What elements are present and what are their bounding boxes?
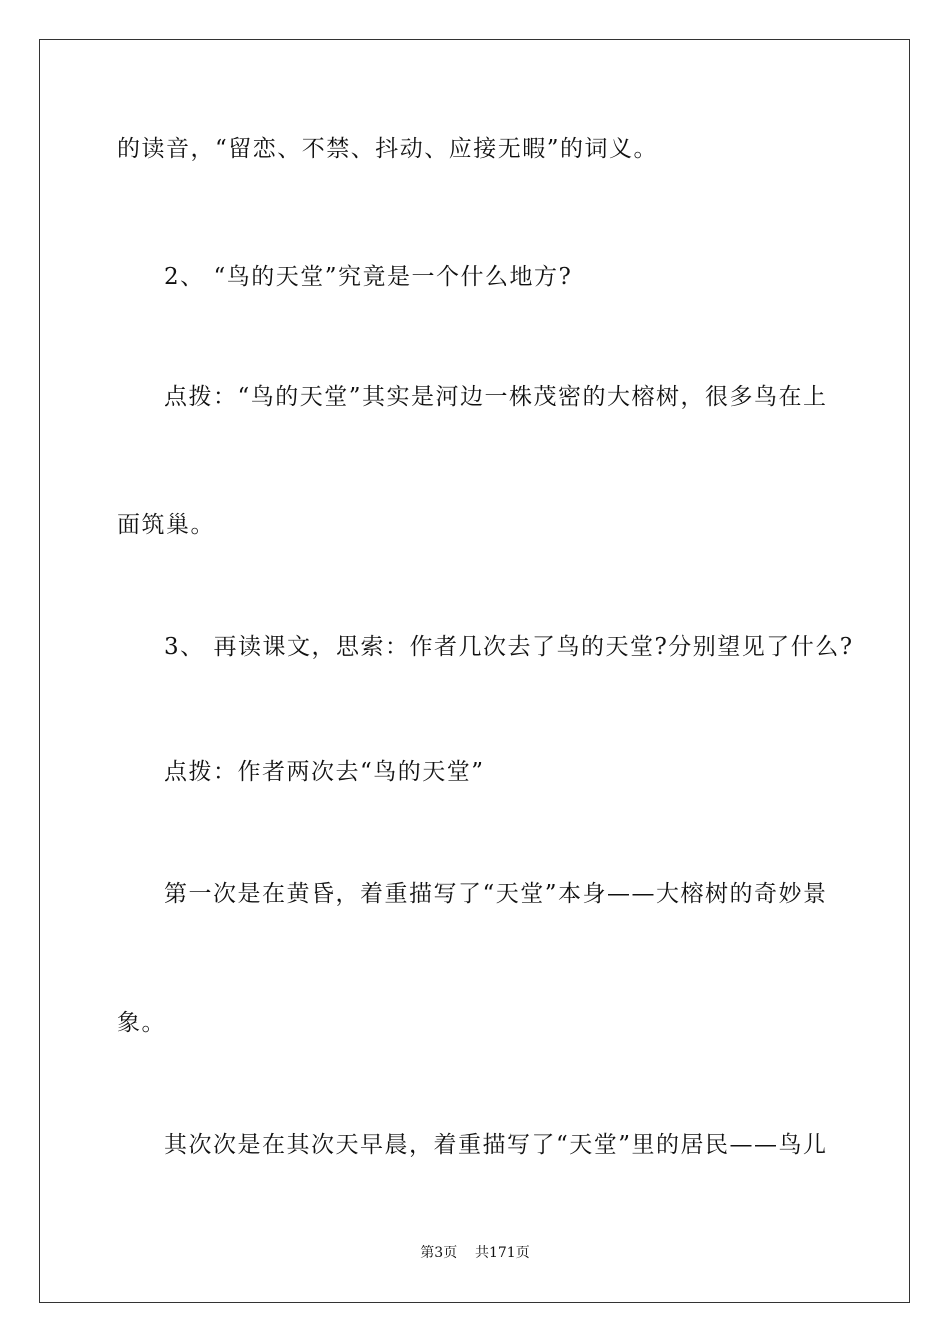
page-border bbox=[39, 39, 910, 1303]
text-line: 点拨：作者两次去“鸟的天堂” bbox=[164, 759, 485, 785]
text-line: 的读音，“留恋、不禁、抖动、应接无暇”的词义。 bbox=[117, 136, 659, 162]
text-line: 点拨：“鸟的天堂”其实是河边一株茂密的大榕树，很多鸟在上 bbox=[164, 384, 828, 410]
text-line: 象。 bbox=[117, 1010, 166, 1036]
text-line: 3、 再读课文，思索：作者几次去了鸟的天堂?分别望见了什么? bbox=[164, 634, 854, 660]
text-line: 其次次是在其次天早晨，着重描写了“天堂”里的居民——鸟儿 bbox=[164, 1132, 828, 1158]
text-line: 2、 “鸟的天堂”究竟是一个什么地方? bbox=[164, 264, 573, 290]
text-line: 面筑巢。 bbox=[117, 512, 215, 538]
page-footer: 第3页 共171页 bbox=[420, 1245, 530, 1261]
text-line: 第一次是在黄昏，着重描写了“天堂”本身——大榕树的奇妙景 bbox=[164, 881, 828, 907]
